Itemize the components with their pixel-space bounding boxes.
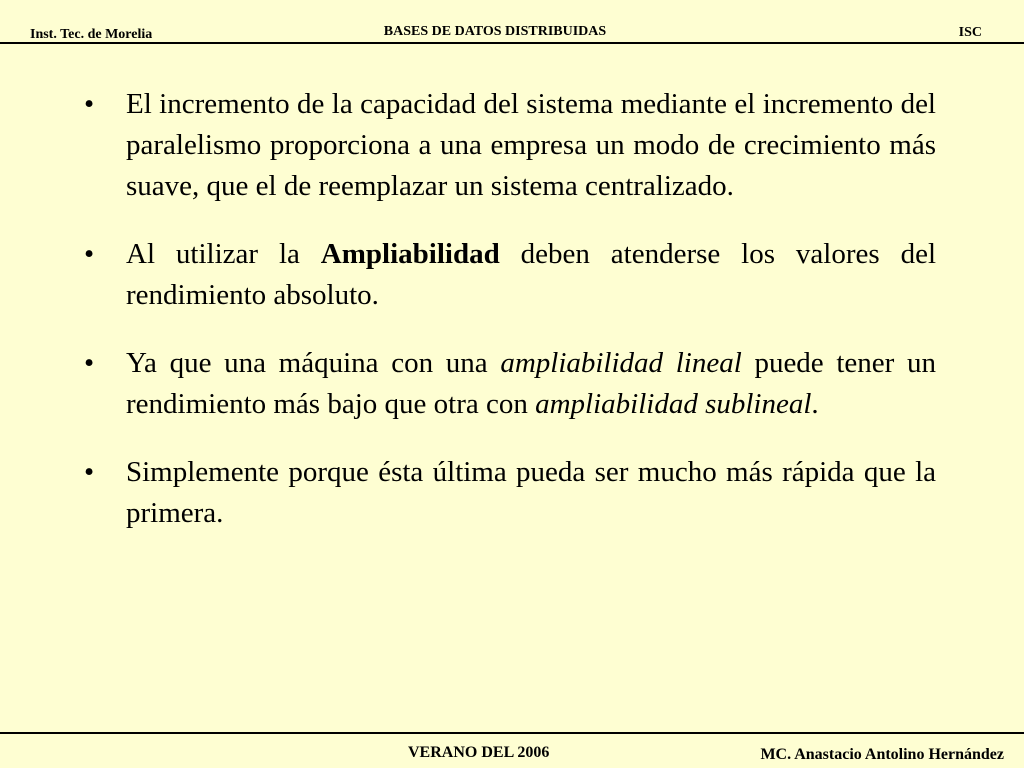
footer-term: VERANO DEL 2006 [408, 744, 550, 761]
bullet-item [84, 84, 936, 207]
slide-body [84, 84, 936, 561]
header-institution: Inst. Tec. de Morelia [30, 27, 153, 42]
slide-header [0, 0, 1024, 44]
bullet-text: El incremento de la capacidad del sistema mediante el incremento del paralelismo proporciona a una empresa un modo de crecimiento más suave, que el de reemplazar un sistema centralizado. [126, 88, 936, 202]
bullet-text-before: Al utilizar la [126, 238, 321, 270]
bullet-text-after: deben atenderse los valores del rendimiento absoluto. [126, 238, 936, 311]
bullet-item [84, 452, 936, 534]
bullet-bold-term: Ampliabilidad [320, 238, 500, 270]
header-divider [0, 42, 1024, 44]
bullet-marker: • [84, 456, 95, 488]
bullet-item [84, 234, 936, 316]
footer-divider [0, 732, 1024, 734]
bullet-italic-term: ampliabilidad sublineal [535, 388, 812, 420]
bullet-marker: • [84, 238, 95, 270]
header-course-title: BASES DE DATOS DISTRIBUIDAS [383, 24, 607, 39]
header-program: ISC [958, 25, 982, 40]
bullet-list [84, 84, 936, 534]
bullet-marker: • [84, 88, 95, 120]
bullet-item [84, 343, 936, 425]
bullet-text-before: Ya que una máquina con una [126, 347, 501, 379]
bullet-text-middle: puede tener un rendimiento más bajo que otra con [126, 347, 936, 420]
bullet-text: Simplemente porque ésta última pueda ser mucho más rápida que la primera. [126, 456, 936, 529]
bullet-marker: • [84, 347, 95, 379]
bullet-italic-term: ampliabilidad lineal [500, 347, 742, 379]
footer-author: MC. Anastacio Antolino Hernández [760, 746, 1004, 763]
bullet-text-after: . [811, 388, 819, 420]
